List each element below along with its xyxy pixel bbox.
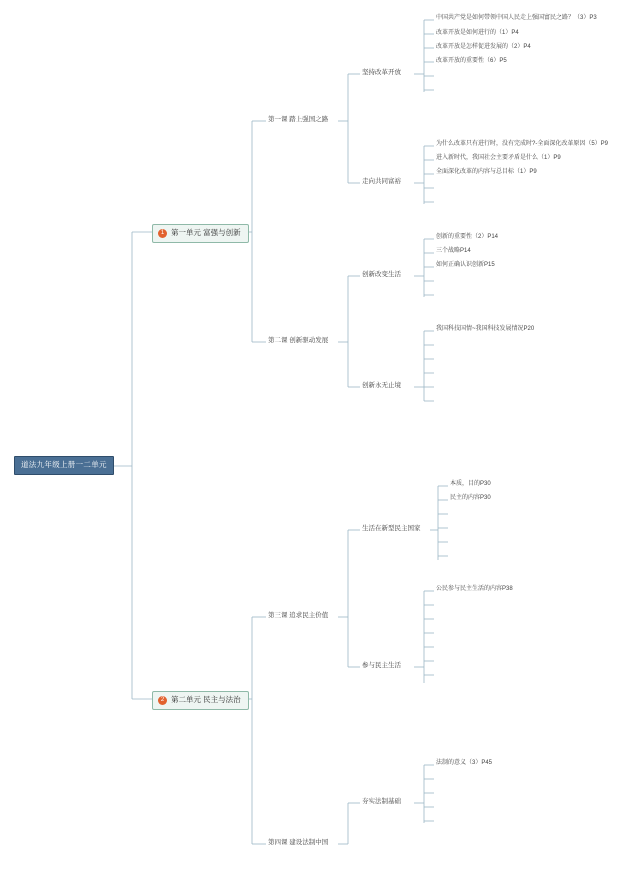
mindmap-leaf-node[interactable]: 法制的意义（3）P45 — [436, 760, 493, 766]
unit-badge-2: 2 — [158, 696, 167, 705]
mindmap-topic-node-3[interactable]: 创新改变生活 — [362, 271, 401, 278]
mindmap-leaf-node[interactable]: 改革开放的重要性（6）P5 — [436, 58, 507, 64]
mindmap-lesson-node-4[interactable]: 第四课 建设法制中国 — [268, 839, 329, 846]
mindmap-unit-node-1[interactable] — [152, 224, 249, 243]
unit-label-1: 第一单元 富强与创新 — [171, 228, 241, 238]
mindmap-topic-node-1[interactable]: 坚持改革开放 — [362, 69, 401, 76]
mindmap-leaf-node[interactable]: 如何正确认识创新P15 — [436, 262, 495, 268]
mindmap-lesson-node-3[interactable]: 第三课 追求民主价值 — [268, 612, 329, 619]
mindmap-lesson-node-1[interactable]: 第一课 踏上强国之路 — [268, 116, 329, 123]
unit-badge-1: 1 — [158, 229, 167, 238]
mindmap-leaf-node[interactable]: 中国共产党是如何带领中国人民走上强国富民之路？（3）P3 — [436, 15, 597, 21]
mindmap-leaf-node[interactable]: 我国科技国情~我国科技发展情况P20 — [436, 326, 535, 332]
mindmap-leaf-node[interactable]: 为什么改革只有进行时，没有完成时?-全面深化改革原因（5）P9 — [436, 141, 609, 147]
mindmap-unit-node-2[interactable] — [152, 691, 249, 710]
mindmap-leaf-node[interactable]: 三个战略P14 — [436, 248, 471, 254]
mindmap-topic-node-2[interactable]: 走向共同富裕 — [362, 178, 401, 185]
mindmap-leaf-node[interactable]: 本质，目的P30 — [450, 481, 491, 487]
unit-label-2: 第二单元 民主与法治 — [171, 695, 241, 705]
mindmap-leaf-node[interactable]: 公民参与民主生活的内容P38 — [436, 586, 513, 592]
mindmap-lesson-node-2[interactable]: 第二课 创新驱动发展 — [268, 337, 329, 344]
mindmap-leaf-node[interactable]: 进入新时代，我国社会主要矛盾是什么（1）P9 — [436, 155, 561, 161]
mindmap-topic-node-6[interactable]: 参与民主生活 — [362, 662, 401, 669]
mindmap-root-node[interactable]: 道法九年级上册一二单元 — [14, 456, 114, 475]
mindmap-leaf-node[interactable]: 改革开放是如何进行的（1）P4 — [436, 30, 519, 36]
mindmap-leaf-node[interactable]: 民主的内容P30 — [450, 495, 491, 501]
mindmap-topic-node-7[interactable]: 夯实法制基础 — [362, 798, 401, 805]
mindmap-leaf-node[interactable]: 创新的重要性（2）P14 — [436, 234, 499, 240]
mindmap-topic-node-5[interactable]: 生活在新型民主国家 — [362, 525, 421, 532]
mindmap-topic-node-4[interactable]: 创新永无止境 — [362, 382, 401, 389]
mindmap-leaf-node[interactable]: 改革开放是怎样促进发展的（2）P4 — [436, 44, 531, 50]
mindmap-leaf-node[interactable]: 全面深化改革的内容与总目标（1）P9 — [436, 169, 537, 175]
